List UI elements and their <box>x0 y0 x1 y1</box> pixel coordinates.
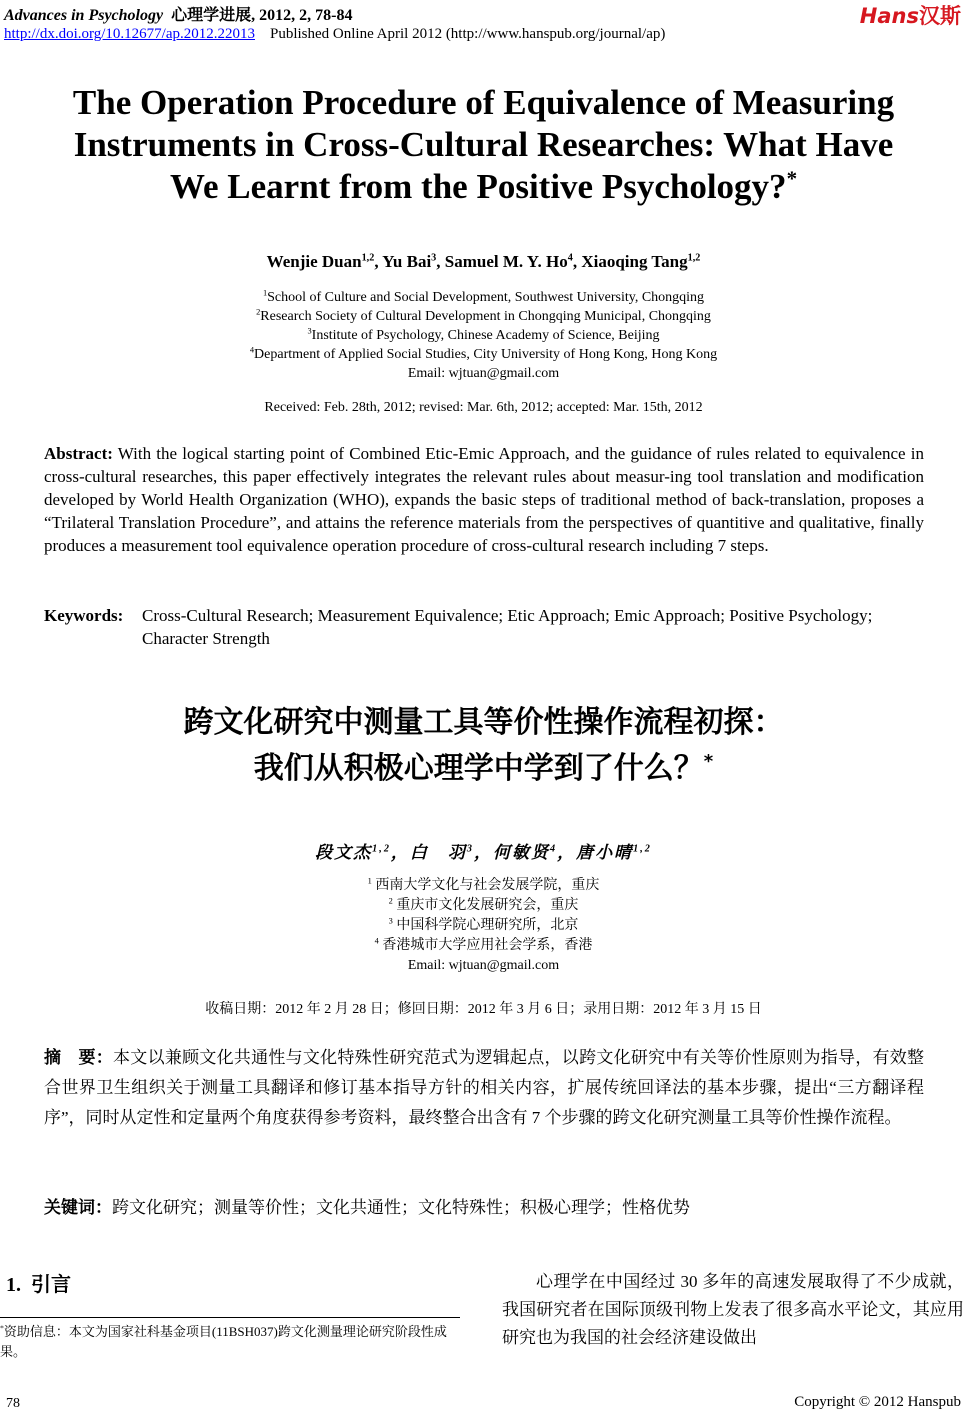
affiliation-cn: $^1$ 西南大学文化与社会发展学院，重庆 <box>367 876 600 893</box>
keywords-label-en: Keywords: <box>44 606 124 625</box>
author-cn: 白 羽$^3$， <box>409 843 493 862</box>
author-cn: 段文杰$^{1,2}$， <box>315 843 410 862</box>
copyright: Copyright © 2012 Hanspub <box>794 1394 961 1410</box>
email-cn: Email: wjtuan@gmail.com <box>407 958 560 973</box>
footnote-text: 资助信息：本文为国家社科基金项目(11BSH037)跨文化测量理论研究阶段性成果。 <box>0 1324 447 1359</box>
abstract-text-en: With the logical starting point of Combined Etic-Emic Approach, and the guidance of rules related to equivalence in cross-cultural researches, this paper effectively integrates the relevant rules about measur-ing tool translation and modification developed by World Health Organization (WHO), expands the basic steps of traditional method of back-translation, proposes a “Trilateral Translation Procedure”, and attains the reference materials from the perspectives of quantitive and qualitative, finally produces a measurement tool equivalence operation procedure of cross-cultural research including 7 steps. <box>44 444 924 555</box>
author-en: Xiaoqing Tang$^{1,2}$ <box>581 252 701 271</box>
title-cn-line2: 我们从积极心理学中学到了什么？ <box>253 751 704 786</box>
section-heading <box>6 1268 71 1297</box>
footnote-mark: * <box>0 1323 4 1333</box>
journal-name-en: Advances in Psychology <box>4 7 164 24</box>
affiliation-cn: $^3$ 中国科学院心理研究所，北京 <box>388 916 579 933</box>
affiliation-en: $^1$School of Culture and Social Development, Southwest University, Chongqing <box>262 288 705 305</box>
footnote <box>0 1322 462 1362</box>
authors-en <box>0 252 967 272</box>
affiliation-cn: $^2$ 重庆市文化发展研究会，重庆 <box>388 896 579 913</box>
keywords-text-cn: 跨文化研究；测量等价性；文化共通性；文化特殊性；积极心理学；性格优势 <box>112 1198 690 1217</box>
affiliations-en <box>0 288 967 383</box>
doi-link[interactable]: http://dx.doi.org/10.12677/ap.2012.22013 <box>4 26 255 42</box>
affiliation-en: $^4$Department of Applied Social Studies, City University of Hong Kong, Hong Kong <box>249 345 718 362</box>
author-en: Wenjie Duan$^{1,2}$, <box>266 252 383 271</box>
body-paragraph: 心理学在中国经过 30 多年的高速发展取得了不少成就，我国研究者在国际顶级刊物上发表了很多高水平论文，其应用研究也为我国的社会经济建设做出 <box>502 1272 964 1347</box>
page-number: 78 <box>6 1396 20 1411</box>
title-en <box>20 82 947 208</box>
doi-line <box>4 26 665 43</box>
abstract-label-en: Abstract: <box>44 444 113 463</box>
author-en: Yu Bai$^3$, <box>382 252 445 271</box>
published-info: Published Online April 2012 (http://www.hanspub.org/journal/ap) <box>269 26 666 42</box>
affiliations-cn <box>0 876 967 976</box>
dates-cn: 收稿日期：2012 年 2 月 28 日；修回日期：2012 年 3 月 6 日；录用日期：2012 年 3 月 15 日 <box>205 1002 762 1017</box>
email-en: Email: wjtuan@gmail.com <box>407 366 560 381</box>
journal-name-cn: 心理学进展 <box>171 7 252 24</box>
abstract-cn <box>44 1043 924 1133</box>
hans-logo <box>860 0 961 30</box>
journal-volume: , 2012, 2, 78-84 <box>251 7 353 24</box>
author-cn: 唐小晴$^{1,2}$ <box>576 843 652 862</box>
title-en-line3: We Learnt from the Positive Psychology? <box>169 167 787 206</box>
keywords-en <box>44 604 924 650</box>
logo-latin: Hans <box>859 4 919 28</box>
authors-cn <box>0 838 967 863</box>
title-cn-line1: 跨文化研究中测量工具等价性操作流程初探： <box>183 705 784 740</box>
logo-cn: 汉斯 <box>919 4 961 28</box>
abstract-en <box>44 442 924 557</box>
title-cn <box>0 700 967 792</box>
author-cn: 何敏贤$^4$， <box>493 843 577 862</box>
author-en: Samuel M. Y. Ho$^4$, <box>444 252 582 271</box>
keywords-label-cn: 关键词： <box>44 1198 112 1218</box>
title-en-line1: The Operation Procedure of Equivalence of Measuring <box>72 83 895 122</box>
section-title: 引言 <box>31 1272 71 1296</box>
title-cn-mark: * <box>703 751 714 772</box>
dates-en: Received: Feb. 28th, 2012; revised: Mar. 6th, 2012; accepted: Mar. 15th, 2012 <box>264 400 703 415</box>
footnote-divider <box>0 1317 460 1318</box>
title-en-line2: Instruments in Cross-Cultural Researches: What Have <box>73 125 894 164</box>
abstract-text-cn: 本文以兼顾文化共通性与文化特殊性研究范式为逻辑起点，以跨文化研究中有关等价性原则为指导，有效整合世界卫生组织关于测量工具翻译和修订基本指导方针的相关内容，扩展传统回译法的基本步骤，提出“三方翻译程序”，同时从定性和定量两个角度获得参考资料，最终整合出含有 7 个步骤的跨文化研究测量工具等价性操作流程。 <box>44 1048 925 1127</box>
abstract-label-cn: 摘 要： <box>44 1048 114 1068</box>
affiliation-en: $^3$Institute of Psychology, Chinese Academy of Science, Beijing <box>307 326 660 343</box>
title-en-mark: * <box>786 166 798 191</box>
journal-header <box>4 2 352 25</box>
keywords-cn <box>44 1193 924 1218</box>
section-number: 1. <box>6 1274 21 1296</box>
keywords-text-en: Cross-Cultural Research; Measurement Equivalence; Etic Approach; Emic Approach; Positive Psychology; Character Strength <box>142 606 873 648</box>
affiliation-cn: $^4$ 香港城市大学应用社会学系，香港 <box>374 936 593 953</box>
affiliation-en: $^2$Research Society of Cultural Development in Chongqing Municipal, Chongqing <box>256 307 711 324</box>
